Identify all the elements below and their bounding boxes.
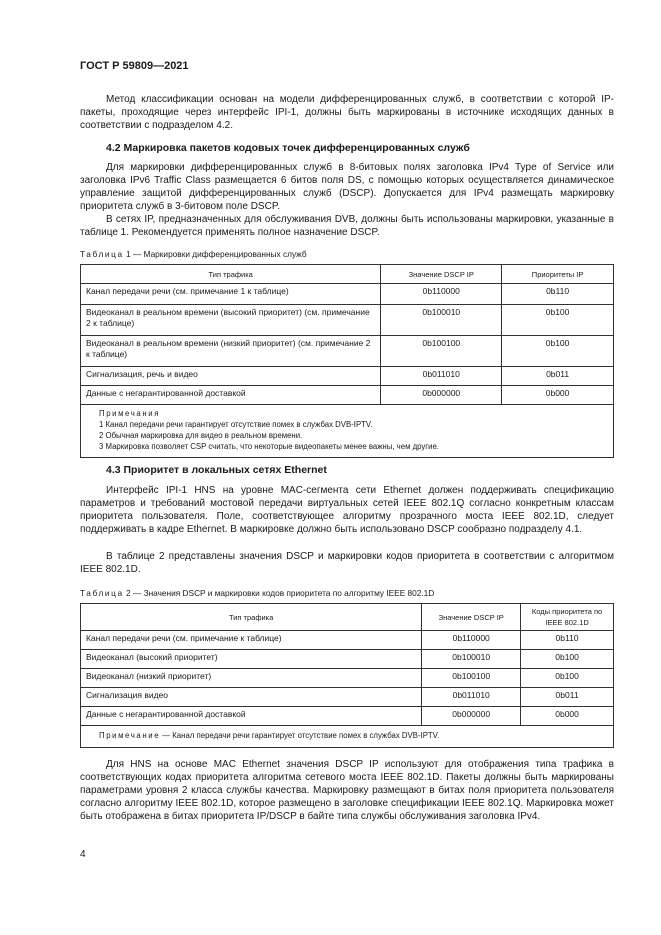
table-cell-priority: 0b000 [502, 386, 614, 405]
table-cell-priority-code: 0b100 [521, 669, 614, 688]
table-cell-dscp: 0b100100 [422, 669, 521, 688]
table-cell-type: Канал передачи речи (см. примечание 1 к таблице) [81, 284, 381, 305]
table-row [81, 336, 614, 367]
table-cell-priority-code: 0b110 [521, 631, 614, 650]
table-1-note: 2 Обычная маркировка для видео в реальном времени. [99, 431, 303, 440]
table-row [81, 386, 614, 405]
table-cell-priority: 0b011 [502, 367, 614, 386]
table-cell-type: Данные с негарантированной доставкой [81, 707, 422, 726]
table-cell-type: Видеоканал (низкий приоритет) [81, 669, 422, 688]
paragraph-method: Метод классификации основан на модели дифференцированных служб, в соответствии с которой IP-пакеты, проходящие через интерфейс IPI-1, должны быть маркированы в источнике исходящих данных в соответствии с подразделом 4.2. [80, 94, 614, 131]
document-header: ГОСТ Р 59809—2021 [80, 60, 189, 72]
table-1-header-type: Тип трафика [81, 265, 381, 284]
table-2-note-word: Примечание [99, 731, 161, 740]
table-2-note [81, 726, 614, 748]
table-2-caption-word: Таблица [80, 588, 124, 598]
table-cell-priority-code: 0b000 [521, 707, 614, 726]
table-2-header-dscp: Значение DSCP IP [422, 604, 521, 631]
table-cell-type: Видеоканал в реальном времени (низкий приоритет) (см. примечание 2 к таблице) [81, 336, 381, 367]
paragraph-ethernet-ipi1: Интерфейс IPI-1 HNS на уровне MAC-сегмента сети Ethernet должен поддерживать спецификацию параметров и требований мостовой передачи виртуальных сетей IEEE 802.1Q согласно конкретным классам приоритета пользователя. Поле, соответствующее алгоритму прозрачного моста IEEE 802.1D, следует поддерживать в кадре Ethernet. В маркировке должно быть использовано DSCP сообразно подразделу 4.1. [80, 485, 614, 535]
paragraph-dvb-markings: В сетях IP, предназначенных для обслуживания DVB, должны быть использованы маркировки, указанные в таблице 1. Рекомендуется применять полное назначение DSCP. [80, 214, 614, 238]
table-1-caption [80, 249, 307, 259]
table-row [81, 707, 614, 726]
table-cell-dscp: 0b100010 [381, 305, 502, 336]
table-1-notes-row [81, 405, 614, 458]
table-2-note-text: — Канал передачи речи гарантирует отсутствие помех в службах DVB-IPTV. [160, 731, 440, 740]
table-cell-dscp: 0b011010 [381, 367, 502, 386]
table-cell-priority: 0b110 [502, 284, 614, 305]
table-cell-type: Данные с негарантированной доставкой [81, 386, 381, 405]
table-row [81, 688, 614, 707]
table-cell-dscp: 0b000000 [381, 386, 502, 405]
page-number: 4 [80, 849, 86, 860]
section-heading-4-3: 4.3 Приоритет в локальных сетях Ethernet [106, 464, 327, 476]
table-row [81, 669, 614, 688]
table-1-note: 3 Маркировка позволяет CSP считать, что некоторые видеопакеты менее важны, чем другие. [99, 442, 439, 451]
table-1-notes-title: Примечания [99, 409, 161, 418]
paragraph-table-2-intro: В таблице 2 представлены значения DSCP и маркировки кодов приоритета в соответствии с алгоритмом IEEE 802.1D. [80, 551, 614, 575]
table-1-caption-text: 1 — Маркировки дифференцированных служб [126, 249, 307, 259]
table-2-note-row [81, 726, 614, 748]
table-cell-priority-code: 0b100 [521, 650, 614, 669]
table-row [81, 367, 614, 386]
table-cell-dscp: 0b110000 [381, 284, 502, 305]
table-1-header-dscp: Значение DSCP IP [381, 265, 502, 284]
section-heading-4-2: 4.2 Маркировка пакетов кодовых точек дифференцированных служб [106, 142, 470, 154]
table-1-header-row [81, 265, 614, 284]
table-cell-priority-code: 0b011 [521, 688, 614, 707]
table-1 [80, 264, 614, 458]
table-2-header-priority-code: Коды приоритета по IEEE 802.1D [521, 604, 614, 631]
table-cell-dscp: 0b000000 [422, 707, 521, 726]
table-2-header-type: Тип трафика [81, 604, 422, 631]
table-row [81, 305, 614, 336]
paragraph-hns-mac: Для HNS на основе MAC Ethernet значения DSCP IP используют для отображения типа трафика в соответствующих кодах приоритета алгоритма сетевого моста IEEE 802.1D. Пакеты должны быть маркированы параметрами уровня 2 класса службы качества. Маркировку размещают в битах поля приоритета пользователя согласно алгоритму IEEE 802.1D, которое размещено в заголовке спецификации IEEE 802.1Q. Маркировка может быть отображена в битах приоритета IP/DSCP в байте типа службы обслуживания заголовка IPv4. [80, 759, 614, 822]
table-1-notes [81, 405, 614, 458]
table-cell-priority: 0b100 [502, 336, 614, 367]
table-cell-type: Сигнализация, речь и видео [81, 367, 381, 386]
table-cell-type: Канал передачи речи (см. примечание к таблице) [81, 631, 422, 650]
table-cell-type: Видеоканал в реальном времени (высокий приоритет) (см. примечание 2 к таблице) [81, 305, 381, 336]
table-cell-dscp: 0b110000 [422, 631, 521, 650]
table-cell-priority: 0b100 [502, 305, 614, 336]
table-cell-dscp: 0b100100 [381, 336, 502, 367]
table-1-note: 1 Канал передачи речи гарантирует отсутствие помех в службах DVB-IPTV. [99, 420, 373, 429]
table-row [81, 631, 614, 650]
table-2-caption-text: 2 — Значения DSCP и маркировки кодов приоритета по алгоритму IEEE 802.1D [126, 588, 435, 598]
table-1-header-priority: Приоритеты IP [502, 265, 614, 284]
table-cell-dscp: 0b100010 [422, 650, 521, 669]
table-row [81, 650, 614, 669]
table-1-caption-word: Таблица [80, 249, 124, 259]
table-2 [80, 603, 614, 748]
paragraph-dscp-marking: Для маркировки дифференцированных служб в 8-битовых полях заголовка IPv4 Type of Service или заголовка IPv6 Traffic Class размещается 6 битов поля DS, с помощью которых осуществляется динамическое управление защитой дифференцированных служб (DSCP). Допускается для IPv4 размещать маркировку приоритета служб в 3-битовом поле DSCP. [80, 162, 614, 212]
table-cell-type: Сигнализация видео [81, 688, 422, 707]
table-cell-dscp: 0b011010 [422, 688, 521, 707]
table-row [81, 284, 614, 305]
table-cell-type: Видеоканал (высокий приоритет) [81, 650, 422, 669]
table-2-header-row [81, 604, 614, 631]
table-2-caption [80, 588, 434, 598]
